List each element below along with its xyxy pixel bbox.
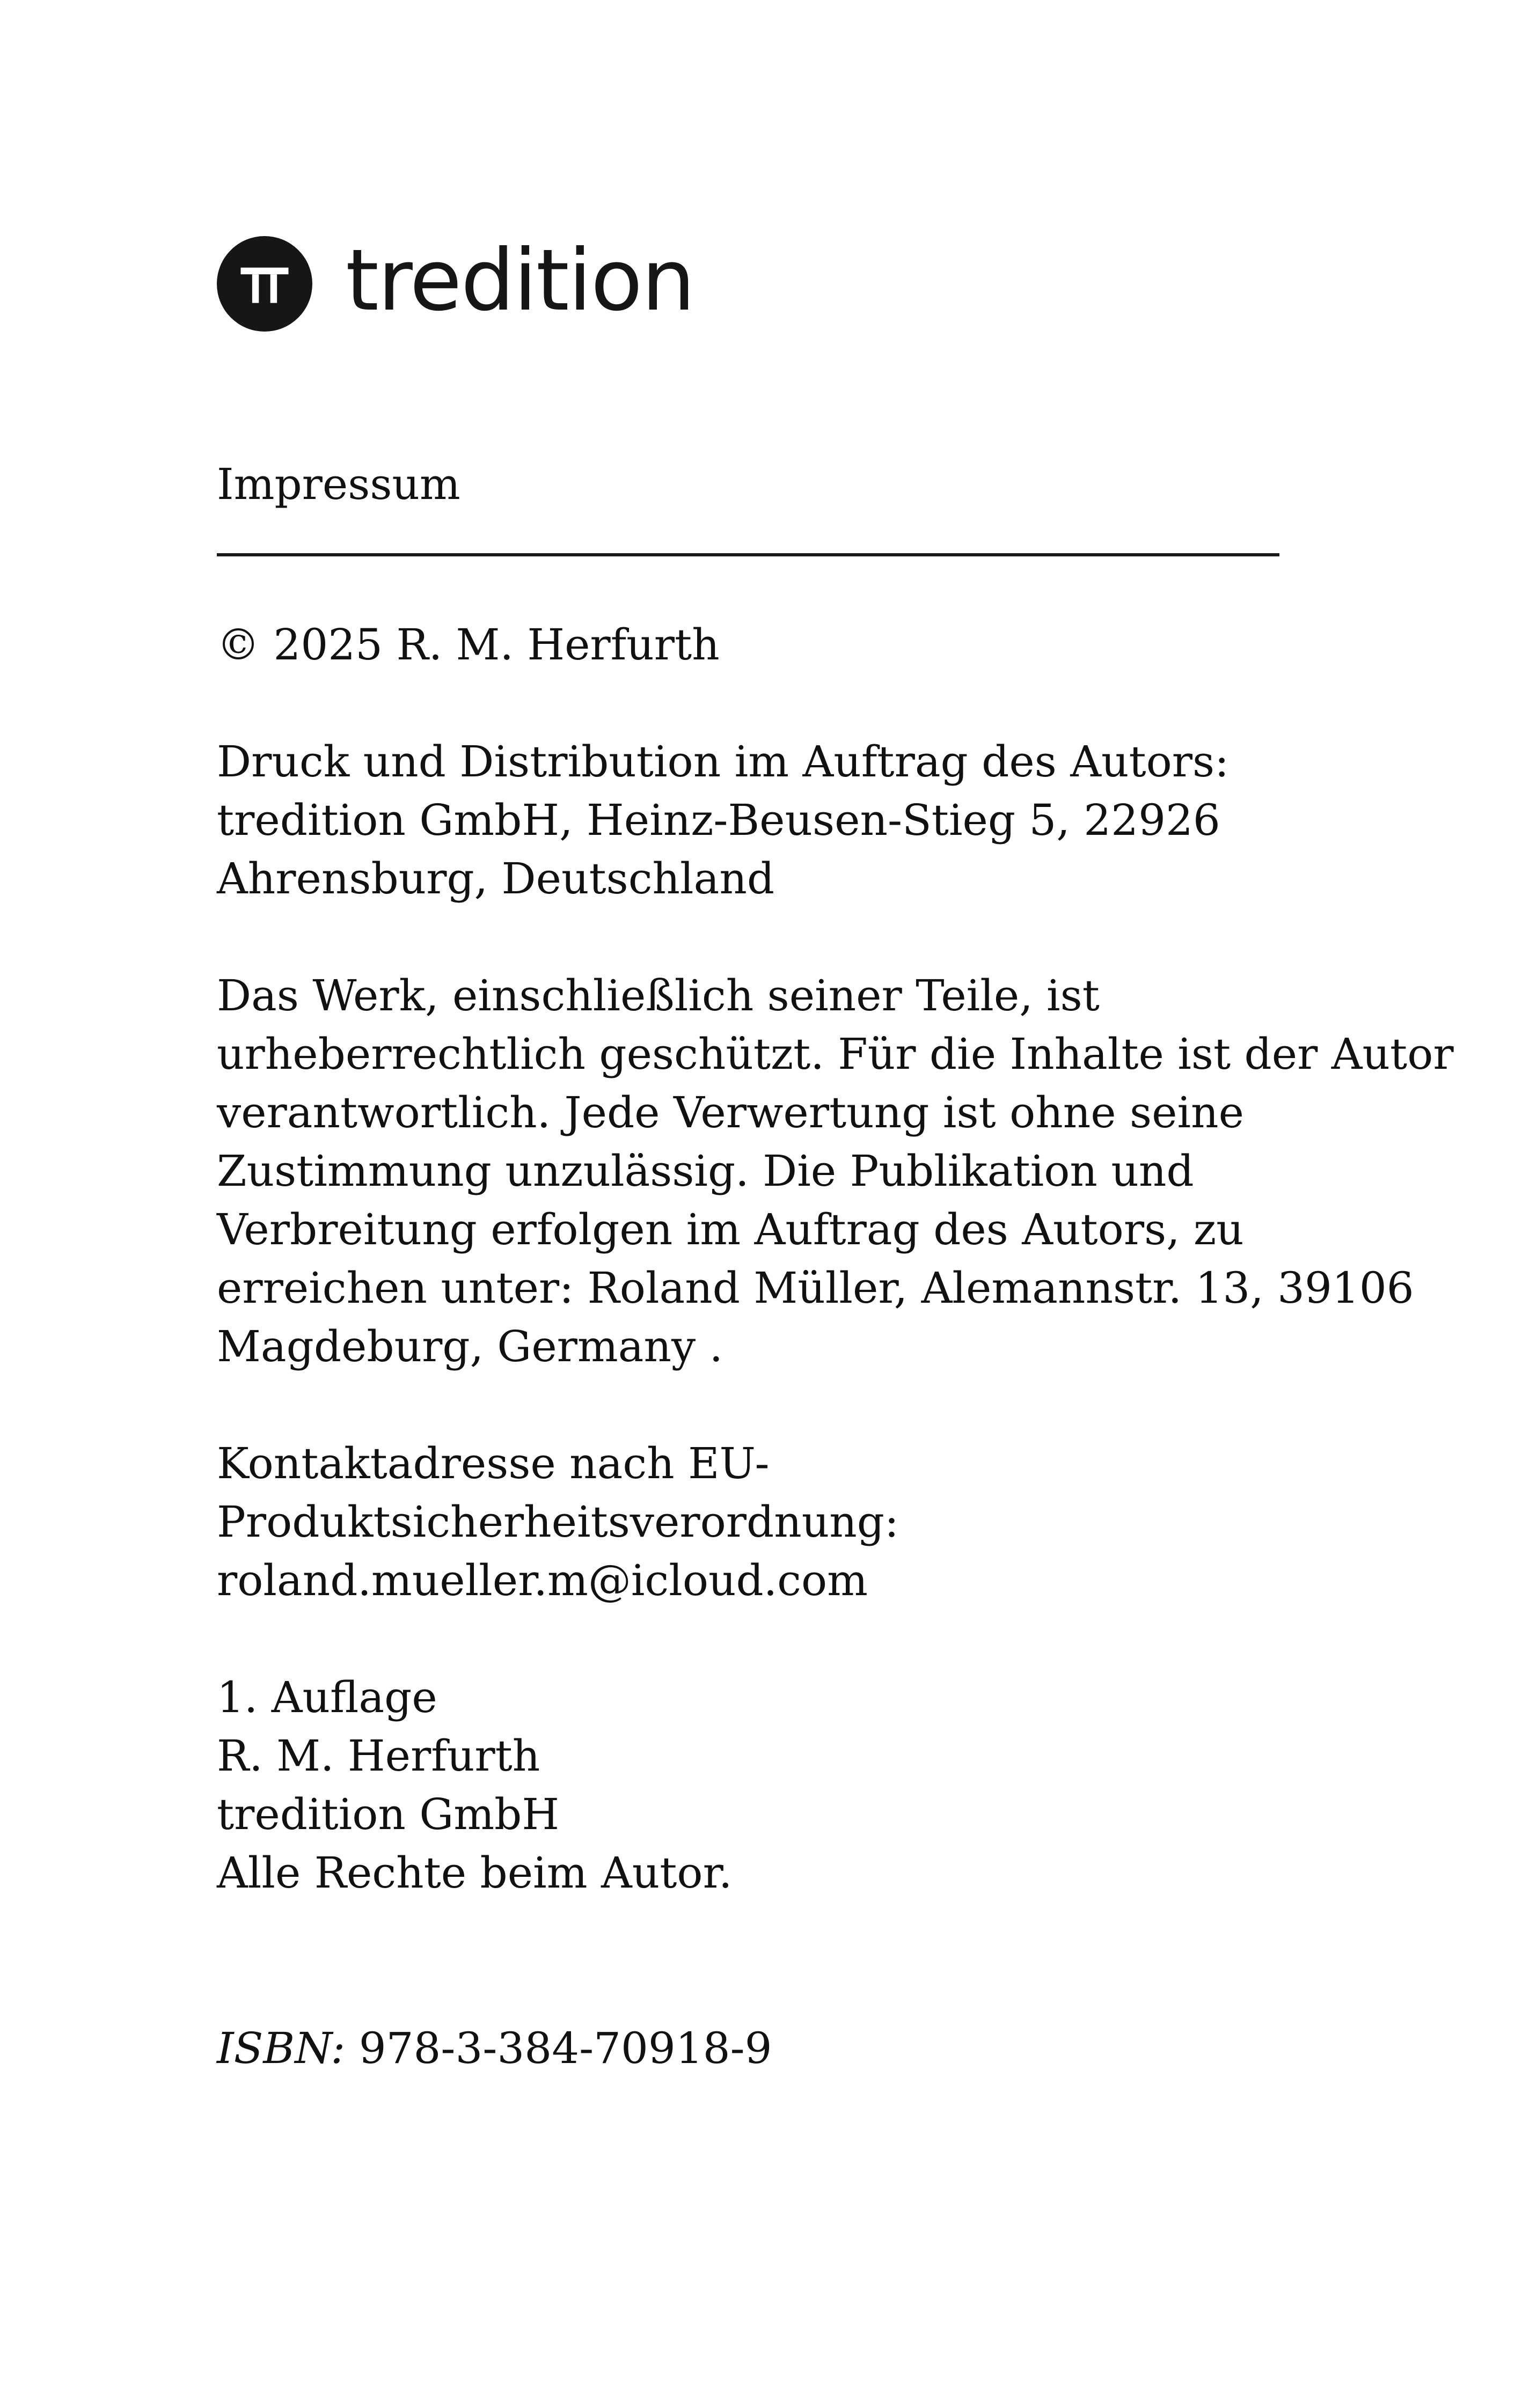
contact-info: [217, 1434, 1344, 1610]
logo-wordmark: tredition: [346, 231, 694, 330]
edition-line: 1. Auflage: [217, 1672, 437, 1722]
rights-line: Zustimmung unzulässig. Die Publikation und: [217, 1146, 1194, 1196]
rights-notice: [217, 966, 1454, 1376]
rights-line: Verbreitung erfolgen im Auftrag des Autors, zu: [217, 1205, 1244, 1254]
page-title: Impressum: [217, 459, 460, 509]
tredition-logo-icon: [217, 236, 312, 332]
isbn-label: ISBN:: [217, 2023, 346, 2073]
rights-line: urheberrechtlich geschützt. Für die Inhalte ist der Autor: [217, 1029, 1454, 1079]
title-divider: [217, 553, 1279, 556]
edition-line: Alle Rechte beim Autor.: [217, 1848, 733, 1898]
rights-line: Magdeburg, Germany .: [217, 1322, 723, 1371]
contact-line: Kontaktadresse nach EU-: [217, 1438, 770, 1488]
isbn-line: [217, 2019, 1344, 2077]
contact-email: roland.mueller.m@icloud.com: [217, 1555, 868, 1605]
rights-line: erreichen unter: Roland Müller, Alemannstr. 13, 39106: [217, 1263, 1414, 1313]
edition-line: R. M. Herfurth: [217, 1731, 540, 1781]
contact-line: Produktsicherheitsverordnung:: [217, 1497, 899, 1547]
printing-info: [217, 732, 1344, 908]
imprint-content: [217, 455, 1454, 2077]
rights-line: verantwortlich. Jede Verwertung ist ohne seine: [217, 1088, 1244, 1137]
printing-line: Ahrensburg, Deutschland: [217, 854, 775, 904]
publisher-logo: [217, 231, 694, 332]
edition-info: [217, 1668, 1344, 1902]
rights-line: Das Werk, einschließlich seiner Teile, ist: [217, 971, 1100, 1021]
edition-line: tredition GmbH: [217, 1789, 560, 1839]
printing-line: tredition GmbH, Heinz-Beusen-Stieg 5, 22926: [217, 795, 1220, 845]
isbn-value: 978-3-384-70918-9: [358, 2023, 772, 2073]
copyright-line: © 2025 R. M. Herfurth: [217, 620, 720, 670]
printing-line: Druck und Distribution im Auftrag des Autors:: [217, 737, 1230, 787]
